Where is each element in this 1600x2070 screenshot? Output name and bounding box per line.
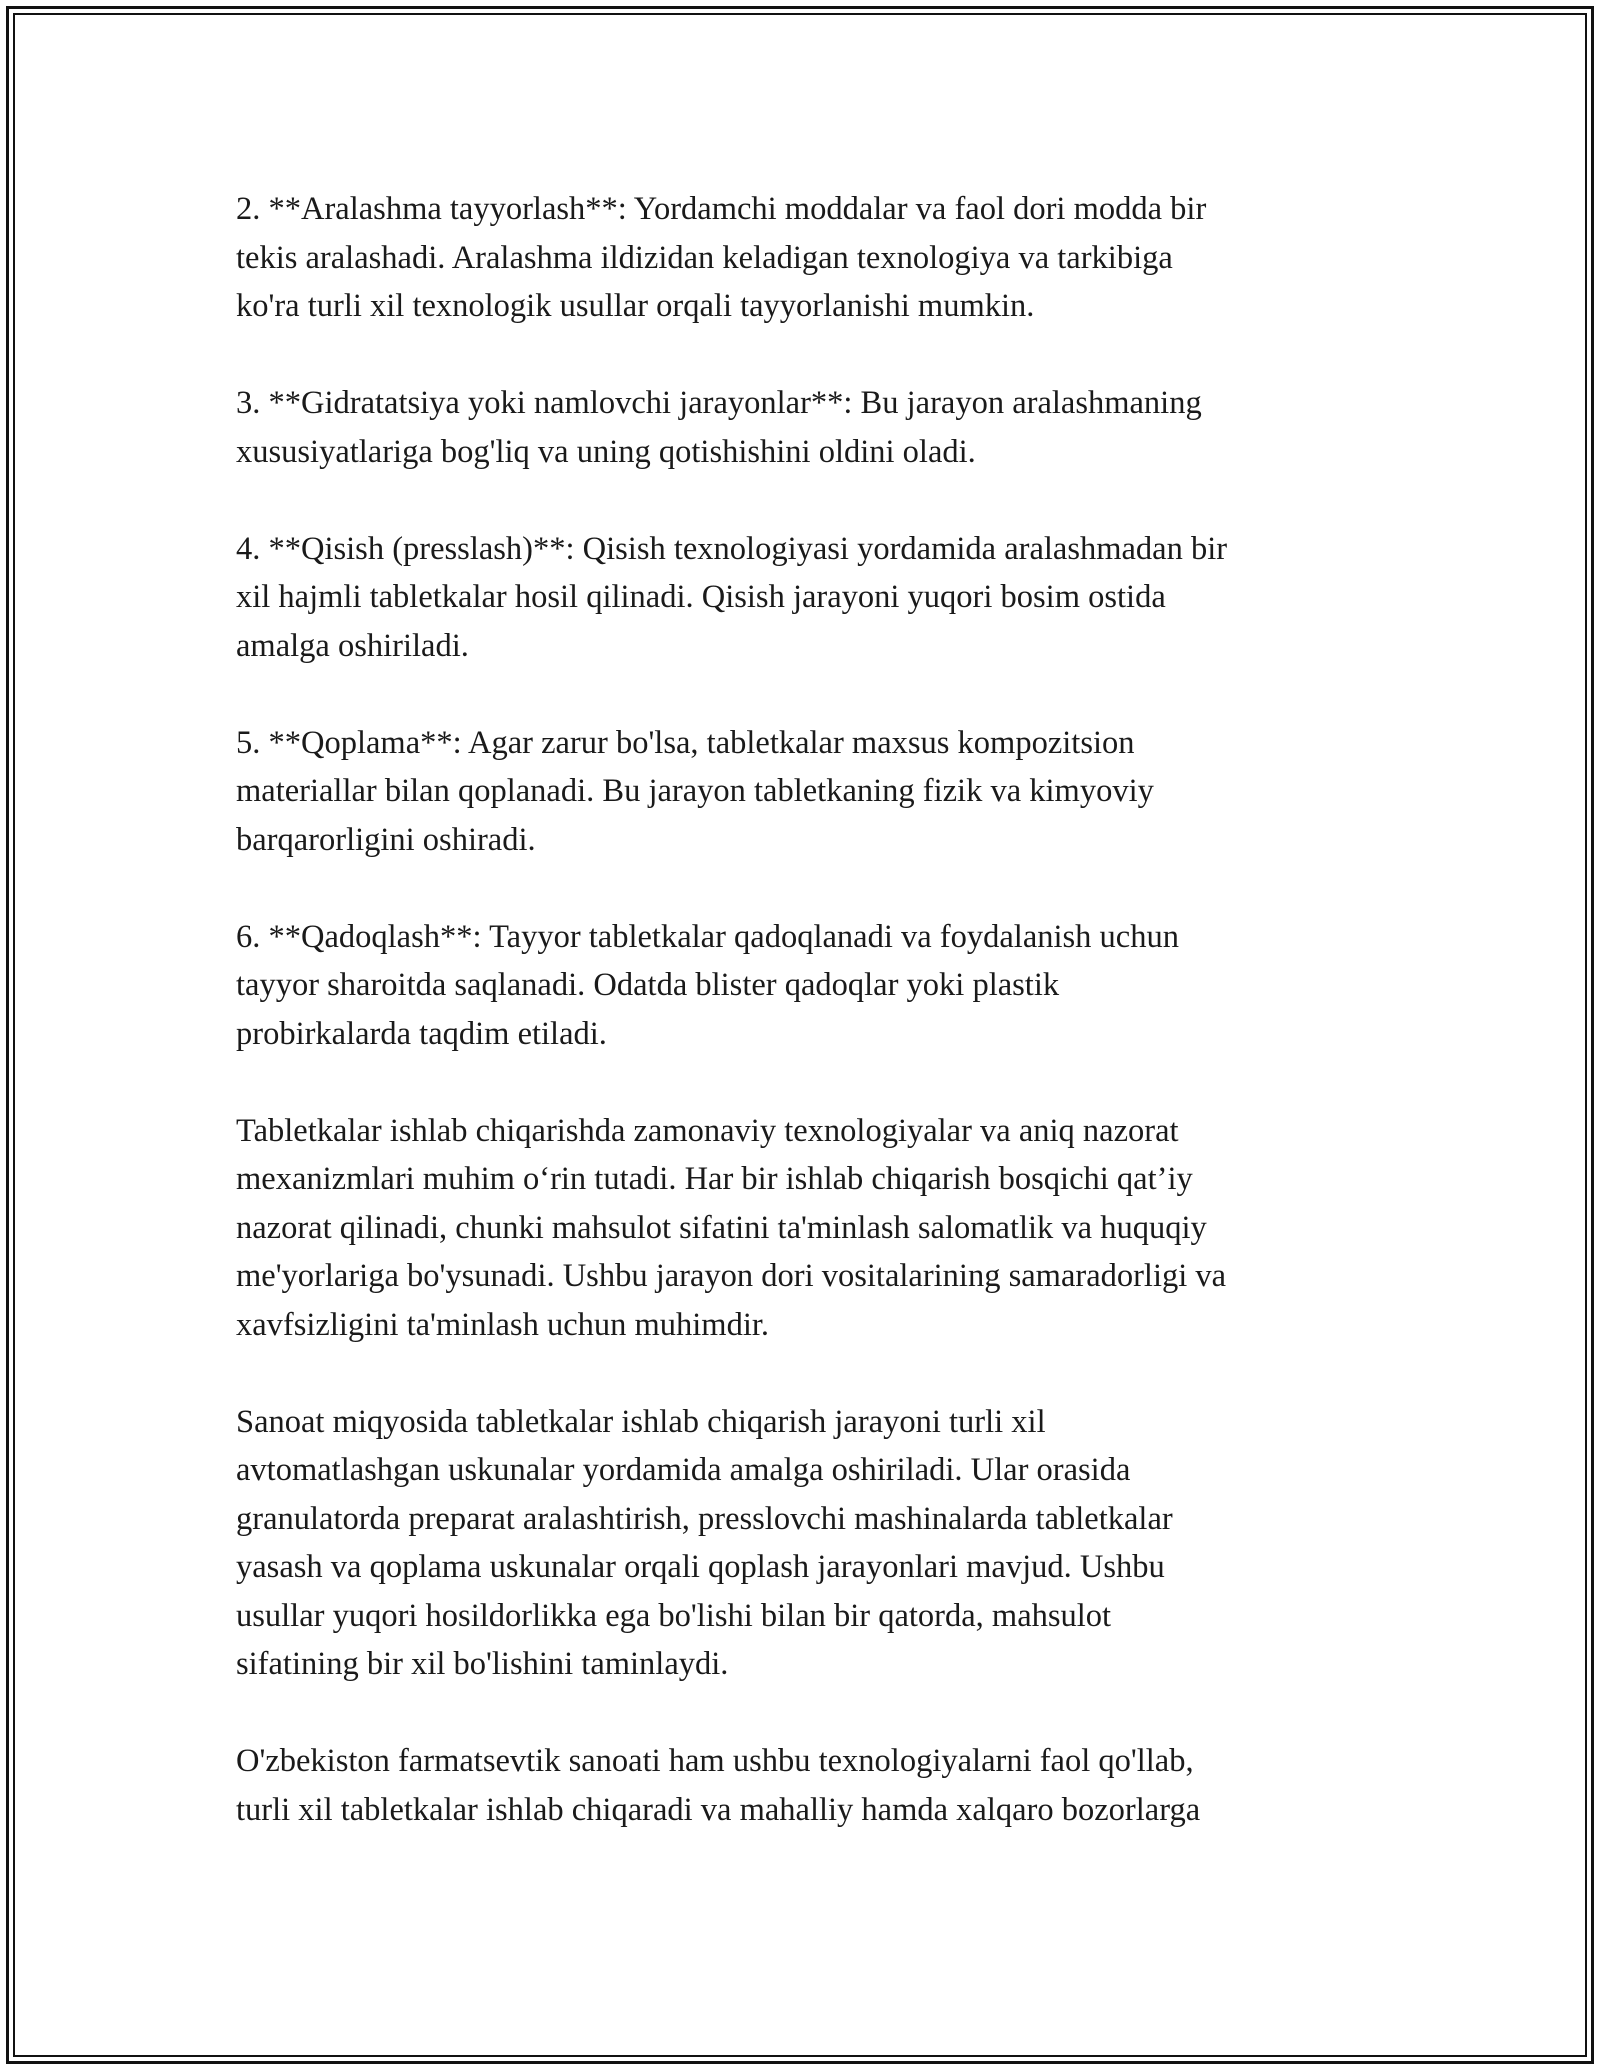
text-line: tayyor sharoitda saqlanadi. Odatda blister qadoqlar yoki plastik <box>236 967 1060 1003</box>
text-line: barqarorligini oshiradi. <box>236 821 536 858</box>
text-line: avtomatlashgan uskunalar yordamida amalga oshiriladi. Ular orasida <box>236 1452 1131 1488</box>
text-line: tekis aralashadi. Aralashma ildizidan keladigan texnologiya va tarkibiga <box>236 239 1173 276</box>
text-line: amalga oshiriladi. <box>236 627 469 664</box>
paragraph-step-2 <box>236 185 1366 331</box>
paragraph-industrial-scale <box>236 1398 1366 1689</box>
text-line: 2. **Aralashma tayyorlash**: Yordamchi moddalar va faol dori modda bir <box>236 191 1207 227</box>
document-body <box>236 185 1366 1883</box>
text-line: materiallar bilan qoplanadi. Bu jarayon tabletkaning fizik va kimyoviy <box>236 773 1154 809</box>
text-line: ko'ra turli xil texnologik usullar orqali tayyorlanishi mumkin. <box>236 288 1035 324</box>
text-line: Sanoat miqyosida tabletkalar ishlab chiqarish jarayoni turli xil <box>236 1403 1046 1440</box>
text-line: 5. **Qoplama**: Agar zarur bo'lsa, tabletkalar maxsus kompozitsion <box>236 724 1135 761</box>
text-line: probirkalarda taqdim etiladi. <box>236 1015 607 1052</box>
text-line: xususiyatlariga bog'liq va uning qotishishini oldini oladi. <box>236 433 976 470</box>
text-line: Tabletkalar ishlab chiqarishda zamonaviy texnologiyalar va aniq nazorat <box>236 1112 1179 1149</box>
paragraph-step-5 <box>236 719 1366 865</box>
text-line: mexanizmlari muhim o‘rin tutadi. Har bir ishlab chiqarish bosqichi qat’iy <box>236 1161 1193 1197</box>
text-line: xil hajmli tabletkalar hosil qilinadi. Qisish jarayoni yuqori bosim ostida <box>236 579 1166 615</box>
text-line: O'zbekiston farmatsevtik sanoati ham ushbu texnologiyalarni faol qo'llab, <box>236 1743 1194 1779</box>
text-line: usullar yuqori hosildorlikka ega bo'lishi bilan bir qatorda, mahsulot <box>236 1597 1112 1634</box>
text-line: granulatorda preparat aralashtirish, presslovchi mashinalarda tabletkalar <box>236 1500 1173 1537</box>
paragraph-uzbekistan-industry <box>236 1737 1366 1834</box>
paragraph-step-4 <box>236 525 1366 671</box>
text-line: me'yorlariga bo'ysunadi. Ushbu jarayon dori vositalarining samaradorligi va <box>236 1258 1227 1294</box>
paragraph-step-3 <box>236 379 1366 476</box>
text-line: 3. **Gidratatsiya yoki namlovchi jarayonlar**: Bu jarayon aralashmaning <box>236 385 1202 421</box>
paragraph-step-6 <box>236 913 1366 1059</box>
text-line: xavfsizligini ta'minlash uchun muhimdir. <box>236 1306 770 1343</box>
text-line: yasash va qoplama uskunalar orqali qoplash jarayonlari mavjud. Ushbu <box>236 1549 1165 1585</box>
text-line: turli xil tabletkalar ishlab chiqaradi va mahalliy hamda xalqaro bozorlarga <box>236 1791 1201 1828</box>
text-line: 4. **Qisish (presslash)**: Qisish texnologiyasi yordamida aralashmadan bir <box>236 530 1228 567</box>
text-line: nazorat qilinadi, chunki mahsulot sifatini ta'minlash salomatlik va huquqiy <box>236 1209 1207 1246</box>
paragraph-technology-control <box>236 1107 1366 1350</box>
text-line: 6. **Qadoqlash**: Tayyor tabletkalar qadoqlanadi va foydalanish uchun <box>236 918 1179 955</box>
text-line: sifatining bir xil bo'lishini taminlaydi. <box>236 1646 729 1682</box>
